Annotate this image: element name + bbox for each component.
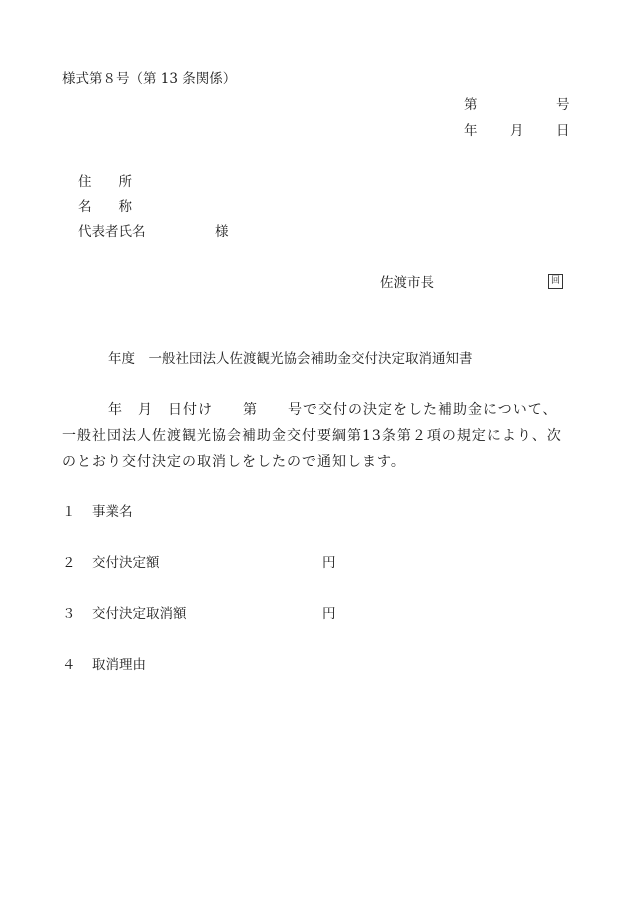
item-number: １ [62,504,76,520]
date-month: 月 [510,123,524,139]
seal-mark: 回 [548,274,563,289]
notice-title: 年度 一般社団法人佐渡観光協会補助金交付決定取消通知書 [108,351,473,367]
item-number: ２ [62,555,76,571]
sender-title: 佐渡市長 [380,275,434,291]
item-label-cancellation-reason: 取消理由 [92,657,146,673]
name-label: 名 称 [78,199,132,215]
item-unit-yen: 円 [322,555,336,571]
item-label-project-name: 事業名 [92,504,133,520]
item-unit-yen: 円 [322,606,336,622]
representative-label: 代表者氏名 [78,224,146,240]
item-number: ３ [62,606,76,622]
honorific: 様 [215,224,229,240]
notice-body-line-2: 一般社団法人佐渡観光協会補助金交付要綱第13条第２項の規定により、次 [62,428,562,444]
doc-number-prefix: 第 [464,97,478,113]
notice-body-line-3: のとおり交付決定の取消しをしたので通知します。 [62,454,406,470]
item-label-decided-amount: 交付決定額 [92,555,160,571]
form-number: 様式第８号（第 13 条関係） [62,71,237,87]
address-label: 住 所 [78,174,132,190]
item-label-cancelled-amount: 交付決定取消額 [92,606,187,622]
date-day: 日 [556,123,570,139]
doc-number-suffix: 号 [556,97,570,113]
notice-body-line-1: 年 月 日付け 第 号で交付の決定をした補助金について、 [108,402,558,418]
date-year: 年 [464,123,478,139]
item-number: ４ [62,657,76,673]
